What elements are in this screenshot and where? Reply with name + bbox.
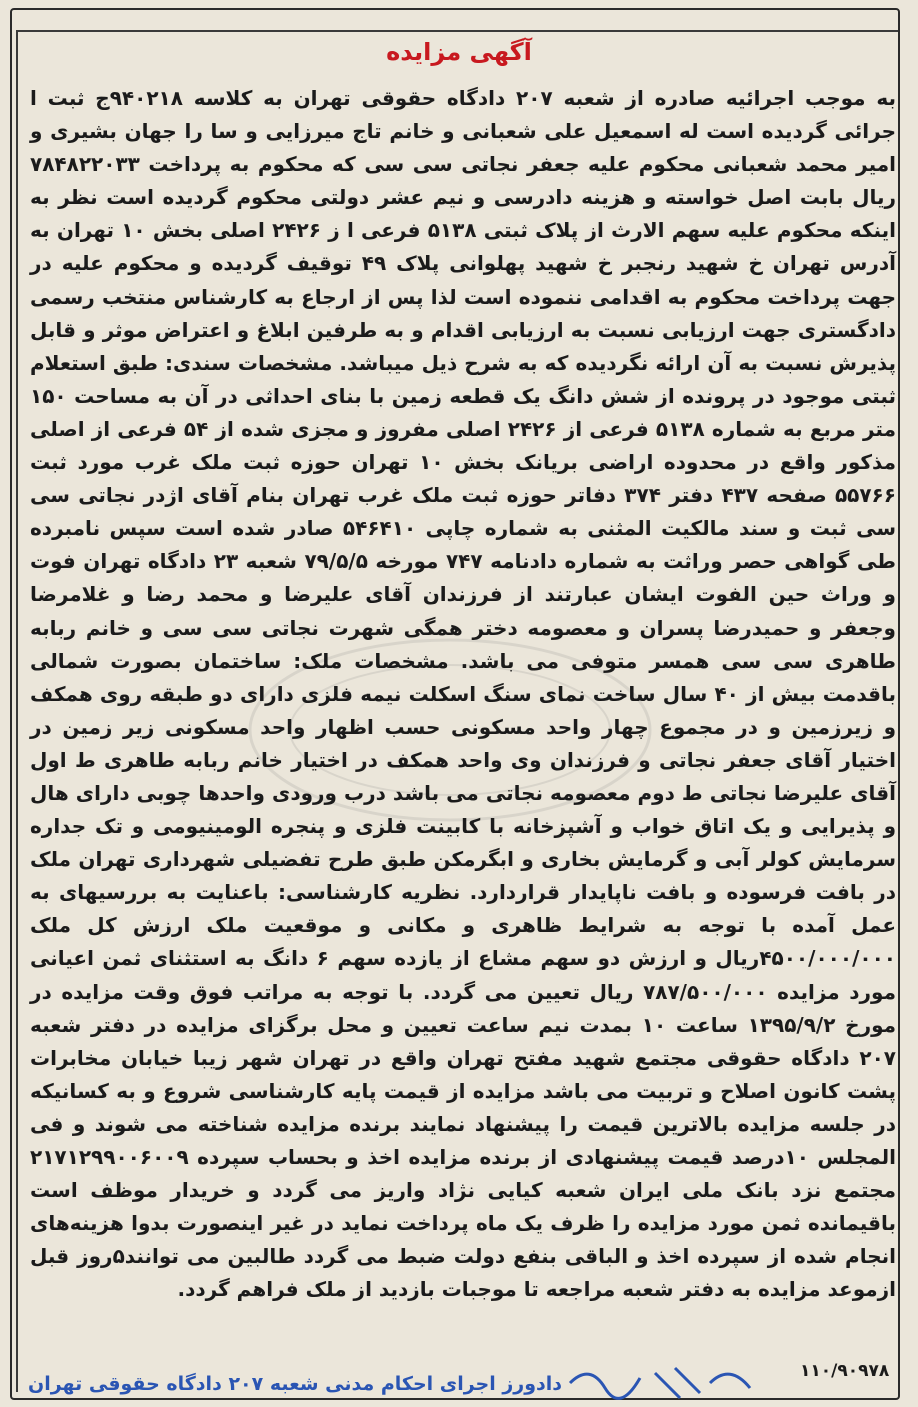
notice-body: به موجب اجرائیه صادره از شعبه ۲۰۷ دادگاه حقوقی تهران به کلاسه ۹۴۰۲۱۸ج ثبت ا جرائی گردیده است له اسمعیل علی شعبانی و خانم تاج میرزایی و سا را جهان بشیری و امیر محمد شعبانی محکوم علیه جعفر نجاتی سی سی که محکوم به پرداخت ۷۸۴۸۲۲۰۳۳ ریال بابت اصل خواسته و هزینه دادرسی و نیم عشر دولتی محکوم گردیده است نظر به اینکه محکوم علیه سهم الارث از پلاک ثبتی ۵۱۳۸ فرعی ا ز ۲۴۲۶ اصلی بخش ۱۰ تهران به آدرس تهران خ شهید رنجبر خ شهید پهلوانی پلاک ۴۹ توقیف گردیده و محکوم علیه در جهت پرداخت محکوم به اقدامی ننموده است لذا پس از ارجاع به کارشناس منتخب رسمی دادگستری جهت ارزیابی نسبت به ارزیابی اقدام و به طرفین ابلاغ و اعتراض موثر و قابل پذیرش نسبت به آن ارائه نگردیده که به شرح ذیل میباشد. مشخصات سندی: طبق استعلام ثبتی موجود در پرونده از شش دانگ یک قطعه زمین با بنای احداثی در آن به مساحت ۱۵۰ متر مربع به شماره ۵۱۳۸ فرعی از ۲۴۲۶ اصلی مفروز و مجزی شده از ۵۴ فرعی از اصلی مذکور واقع در محدوده اراضی بریانک بخش ۱۰ تهران حوزه ثبت ملک غرب مورد ثبت ۵۵۷۶۶ صفحه ۴۳۷ دفتر ۳۷۴ دفاتر حوزه ثبت ملک غرب تهران بنام آقای اژدر نجاتی سی سی ثبت و سند مالکیت المثنی به شماره چاپی ۵۴۶۴۱۰ صادر شده است سپس نامبرده طی گواهی حصر وراثت به شماره دادنامه ۷۴۷ مورخه ۷۹/۵/۵ شعبه ۲۳ دادگاه تهران فوت و وراث حین الفوت ایشان عبارتند از فرزندان آقای علیرضا و محمد رضا و غلامرضا وجعفر و حمیدرضا پسران و معصومه دختر همگی شهرت نجاتی سی سی و خانم ربابه طاهری سی سی همسر متوفی می باشد. مشخصات ملک: ساختمان بصورت شمالی باقدمت بیش از ۴۰ سال ساخت نمای سنگ اسکلت نیمه فلزی دارای دو طبقه روی همکف و زیرزمین و در مجموع چهار واحد مسکونی حسب اظهار واحد مسکونی زیر زمین در اختیار آقای جعفر نجاتی و فرزندان وی واحد همکف در اختیار خانم ربابه طاهری ط اول آقای علیرضا نجاتی ط دوم معصومه نجاتی می باشد درب ورودی واحدها چوبی دارای هال و پذیرایی و یک اتاق خواب و آشپزخانه با کابینت فلزی و پنجره الومینیومی و تک جداره سرمایش کولر آبی و گرمایش بخاری و ابگرمکن طبق طرح تفضیلی شهرداری تهران ملک در بافت فرسوده و بافت ناپایدار قراردارد. نظریه کارشناسی: باعنایت به بررسیهای به عمل آمده با توجه به شرایط ظاهری و مکانی و موقعیت ملک ارزش کل ملک ۴۵۰۰/۰۰۰/۰۰۰ریال و ارزش دو سهم مشاع از یازده سهم ۶ دانگ به استثنای ثمن اعیانی مورد مزایده ۷۸۷/۵۰۰/۰۰۰ ریال تعیین می گردد. با توجه به مراتب فوق وقت مزایده در مورخ ۱۳۹۵/۹/۲ ساعت ۱۰ بمدت نیم ساعت تعیین و محل برگزای مزایده در دفتر شعبه ۲۰۷ دادگاه حقوقی مجتمع شهید مفتح تهران واقع در تهران شهر زیبا خیابان مخابرات پشت کانون اصلاح و تربیت می باشد مزایده از قیمت پایه کارشناسی شروع و به کسانیکه در جلسه مزایده بالاترین قیمت را پیشنهاد نمایند برنده مزایده شناخته می شوند و فی المجلس ۱۰درصد قیمت پیشنهادی از برنده مزایده اخذ و بحساب سپرده ۲۱۷۱۲۹۹۰۰۶۰۰۹ مجتمع نزد بانک ملی ایران شعبه کیایی نژاد واریز می گردد و خریدار موظف است باقیمانده ثمن مورد مزایده را ظرف یک ماه پرداخت نماید در غیر اینصورت بدوا هزینه‌های انجام شده از سپرده اخذ و الباقی بنفع دولت ضبط می گردد طالبین می توانند۵روز قبل ازموعد مزایده به دفتر شعبه مراجعه تا موجبات بازدید از ملک فراهم گردد. [30,86,897,1302]
notice-code: ۱۱۰/۹۰۹۷۸ [800,1361,890,1381]
signature-line: دادورز اجرای احکام مدنی شعبه ۲۰۷ دادگاه حقوقی تهران [28,1373,563,1395]
notice-title: آگهی مزایده [386,38,532,66]
signature-scribble [560,1353,760,1403]
